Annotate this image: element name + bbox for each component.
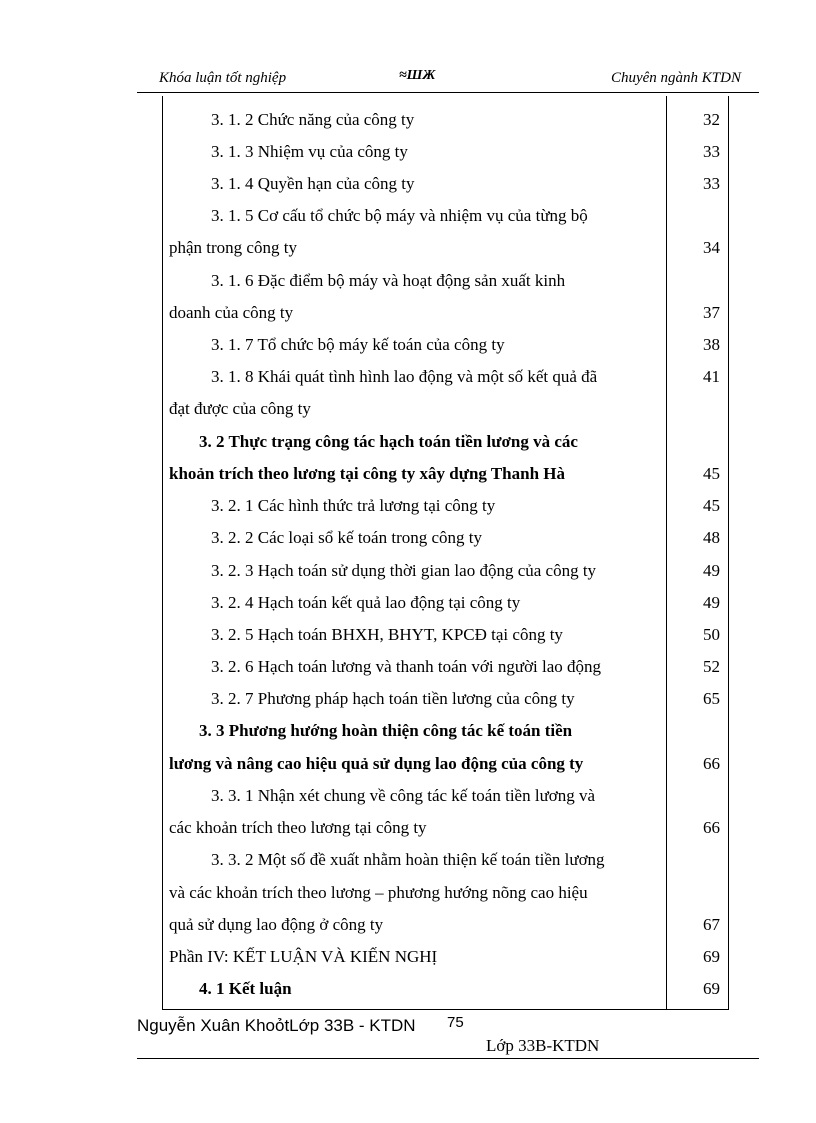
toc-page: 33 <box>703 142 720 161</box>
toc-line <box>163 171 728 197</box>
toc-line <box>163 300 728 326</box>
toc-page: 37 <box>703 303 720 322</box>
page-header <box>137 64 759 93</box>
toc-text: 3. 1. 8 Khái quát tình hình lao động và một số kết quả đã <box>211 367 598 386</box>
toc-text: 3. 2. 7 Phương pháp hạch toán tiền lương của công ty <box>211 689 575 708</box>
toc-line <box>163 783 728 809</box>
toc-page: 34 <box>703 238 720 257</box>
toc-text: 4. 1 Kết luận <box>199 979 292 998</box>
toc-text: 3. 2. 2 Các loại sổ kế toán trong công ty <box>211 528 483 547</box>
toc-line <box>163 429 728 455</box>
toc-page: 50 <box>703 625 720 644</box>
toc-line <box>163 654 728 680</box>
toc-line <box>163 912 728 938</box>
toc-text: và các khoản trích theo lương – phương hướng nõng cao hiệu <box>169 883 588 902</box>
toc-page: 66 <box>703 818 720 837</box>
header-ornament: ≈ШЖ <box>399 68 436 83</box>
toc-text: 3. 3. 2 Một số đề xuất nhằm hoàn thiện kế toán tiền lương <box>211 850 605 869</box>
footer-class: Lớp 33B-KTDN <box>486 1036 600 1055</box>
toc-text: quả sử dụng lao động ở công ty <box>169 915 384 934</box>
toc-text: 3. 3. 1 Nhận xét chung về công tác kế toán tiền lương và <box>211 786 596 805</box>
toc-page: 41 <box>703 367 720 386</box>
toc-text: 3. 2 Thực trạng công tác hạch toán tiền lương và các <box>199 432 578 451</box>
toc-page: 33 <box>703 174 720 193</box>
toc-text: 3. 1. 5 Cơ cấu tổ chức bộ máy và nhiệm vụ của từng bộ <box>211 206 588 225</box>
toc-line <box>163 847 728 873</box>
toc-line <box>163 493 728 519</box>
header-right-text: Chuyên ngành KTDN <box>610 70 741 86</box>
toc-line <box>163 364 728 390</box>
toc-line <box>163 235 728 261</box>
toc-line <box>163 751 728 777</box>
toc-page: 49 <box>703 561 720 580</box>
toc-page: 48 <box>703 528 720 547</box>
page-footer <box>137 1014 464 1036</box>
footer-rule <box>137 1058 759 1059</box>
toc-page: 32 <box>703 110 720 129</box>
toc-line <box>163 525 728 551</box>
toc-line <box>163 107 728 133</box>
toc-text: doanh của công ty <box>169 303 294 322</box>
toc-line <box>163 558 728 584</box>
page-number: 75 <box>447 1014 464 1031</box>
toc-text: 3. 2. 5 Hạch toán BHXH, BHYT, KPCĐ tại công ty <box>211 625 563 644</box>
toc-text: 3. 2. 1 Các hình thức trả lương tại công ty <box>211 496 496 515</box>
toc-text: 3. 1. 2 Chức năng của công ty <box>211 110 415 129</box>
toc-line <box>163 139 728 165</box>
toc-page: 66 <box>703 754 720 773</box>
toc-line <box>163 944 728 970</box>
toc-line <box>163 815 728 841</box>
toc-text: 3. 1. 3 Nhiệm vụ của công ty <box>211 142 408 161</box>
toc-text: Phần IV: KẾT LUẬN VÀ KIẾN NGHỊ <box>169 947 438 966</box>
toc-page: 65 <box>703 689 720 708</box>
toc-page: 38 <box>703 335 720 354</box>
toc-text: khoản trích theo lương tại công ty xây dựng Thanh Hà <box>169 464 566 483</box>
toc-line <box>163 880 728 906</box>
toc-text: 3. 1. 4 Quyền hạn của công ty <box>211 174 415 193</box>
toc-line <box>163 268 728 294</box>
toc-line <box>163 622 728 648</box>
toc-text: 3. 2. 6 Hạch toán lương và thanh toán với người lao động <box>211 657 602 676</box>
toc-text: lương và nâng cao hiệu quả sử dụng lao động của công ty <box>169 754 584 773</box>
toc-page: 67 <box>703 915 720 934</box>
table-of-contents <box>162 96 729 1010</box>
toc-text: 3. 2. 3 Hạch toán sử dụng thời gian lao động của công ty <box>211 561 597 580</box>
toc-text: 3. 2. 4 Hạch toán kết quả lao động tại công ty <box>211 593 521 612</box>
toc-page: 45 <box>703 496 720 515</box>
toc-text: 3. 3 Phương hướng hoàn thiện công tác kế toán tiền <box>199 721 573 740</box>
toc-page: 69 <box>703 947 720 966</box>
toc-text: các khoản trích theo lương tại công ty <box>169 818 427 837</box>
toc-line <box>163 396 728 422</box>
footer-author: Nguyễn Xuân KhoỏtLớp 33B - KTDN <box>137 1016 416 1035</box>
toc-page: 45 <box>703 464 720 483</box>
toc-text: 3. 1. 6 Đặc điểm bộ máy và hoạt động sản xuất kinh <box>211 271 566 290</box>
toc-line <box>163 976 728 1002</box>
toc-line <box>163 461 728 487</box>
toc-line <box>163 332 728 358</box>
toc-page: 49 <box>703 593 720 612</box>
toc-page: 69 <box>703 979 720 998</box>
toc-page: 52 <box>703 657 720 676</box>
header-left-text: Khóa luận tốt nghiệp <box>159 70 287 86</box>
toc-line <box>163 686 728 712</box>
toc-text: 3. 1. 7 Tổ chức bộ máy kế toán của công ty <box>211 335 505 354</box>
toc-line <box>163 203 728 229</box>
toc-line <box>163 718 728 744</box>
toc-text: đạt được của công ty <box>169 399 311 418</box>
toc-text: phận trong công ty <box>169 238 297 257</box>
toc-line <box>163 590 728 616</box>
